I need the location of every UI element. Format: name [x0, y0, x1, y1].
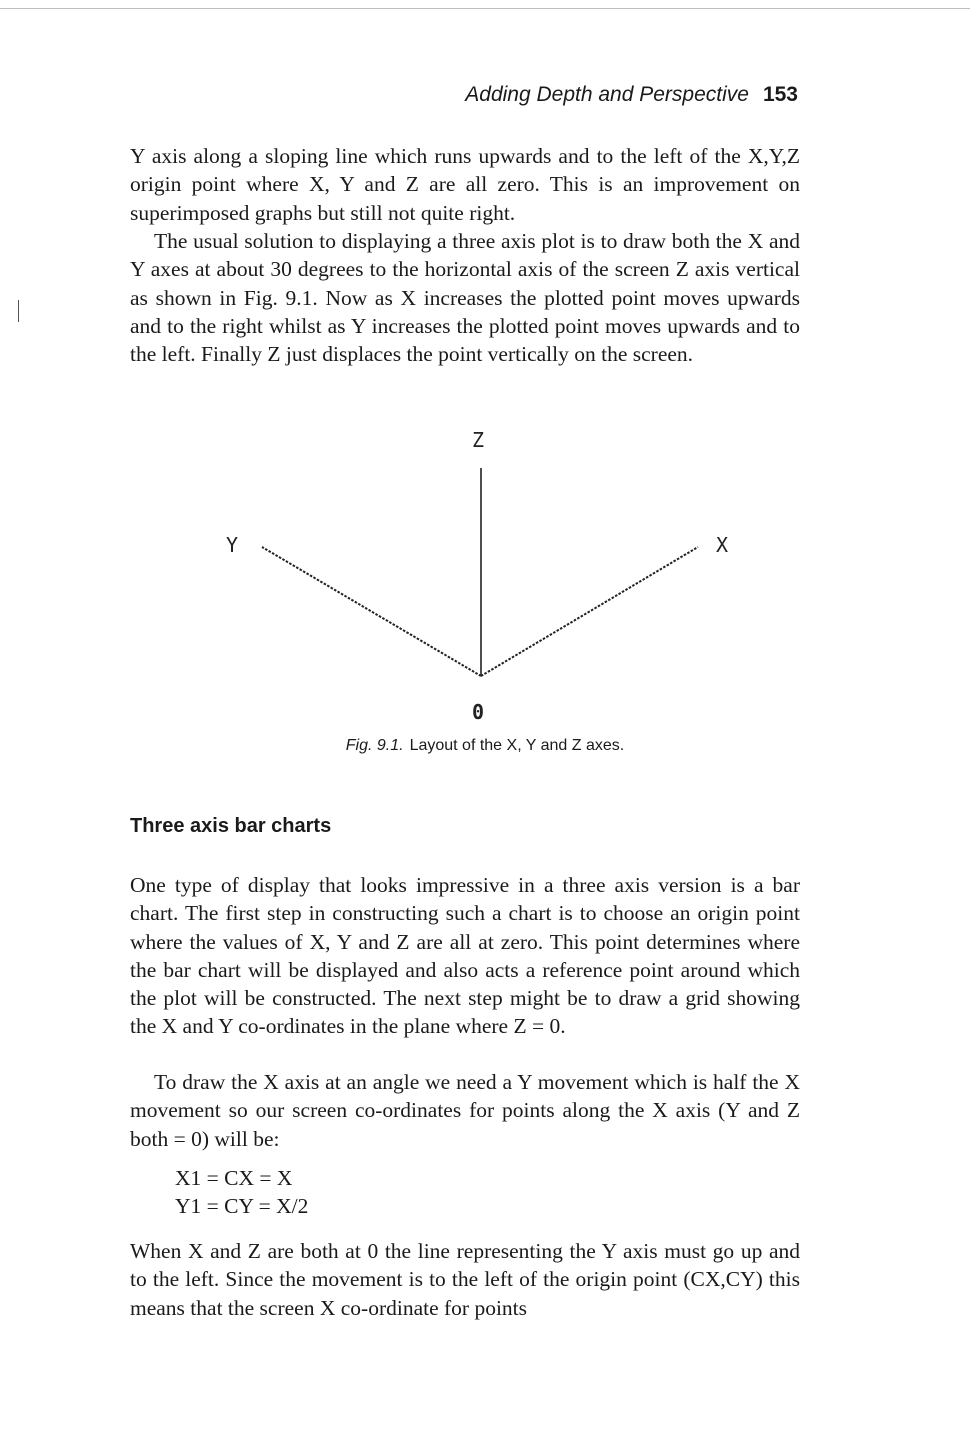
y-axis-label: Y	[226, 533, 239, 557]
page-number: 153	[762, 83, 798, 106]
paragraph-5: When X and Z are both at 0 the line representing the Y axis must go up and to the left. Since the movement is to the left of the origin point (CX,CY) this means that the screen X co-ordinate for points	[130, 1239, 800, 1320]
caption-text: Layout of the X, Y and Z axes.	[409, 737, 625, 754]
running-title: Adding Depth and Perspective	[465, 83, 749, 106]
equation-block	[175, 1164, 308, 1220]
x-axis-label: X	[716, 533, 729, 557]
x-axis-line	[481, 547, 698, 676]
figure-caption	[0, 737, 970, 755]
paragraph-3: One type of display that looks impressive in a three axis version is a bar chart. The first step in constructing such a chart is to choose an origin point where the values of X, Y and Z are all at zero. This point determines where the bar chart will be displayed and also acts a reference point around which the plot will be constructed. The next step might be to draw a grid showing the X and Y co-ordinates in the plane where Z = 0.	[130, 873, 800, 1039]
origin-label: 0	[472, 700, 485, 724]
equation-x1: X1 = CX = X	[175, 1166, 293, 1190]
z-axis-label: Z	[472, 428, 485, 452]
paragraph-4: To draw the X axis at an angle we need a Y movement which is half the X movement so our screen co-ordinates for points along the X axis (Y and Z both = 0) will be:	[130, 1070, 800, 1151]
paragraph-1: Y axis along a sloping line which runs upwards and to the left of the X,Y,Z origin point where X, Y and Z are all zero. This is an improvement on superimposed graphs but still not quite right.	[130, 144, 800, 225]
caption-label: Fig. 9.1.	[345, 737, 404, 754]
section-heading: Three axis bar charts	[130, 815, 332, 837]
equation-y1: Y1 = CY = X/2	[175, 1194, 309, 1218]
y-axis-line	[262, 547, 481, 676]
paragraph-2: The usual solution to displaying a three axis plot is to draw both the X and Y axes at about 30 degrees to the horizontal axis of the screen Z axis vertical as shown in Fig. 9.1. Now as X increases the plotted point moves upwards and to the right whilst as Y increases the plotted point moves upwards and to the left. Finally Z just displaces the point vertically on the screen.	[130, 229, 800, 367]
